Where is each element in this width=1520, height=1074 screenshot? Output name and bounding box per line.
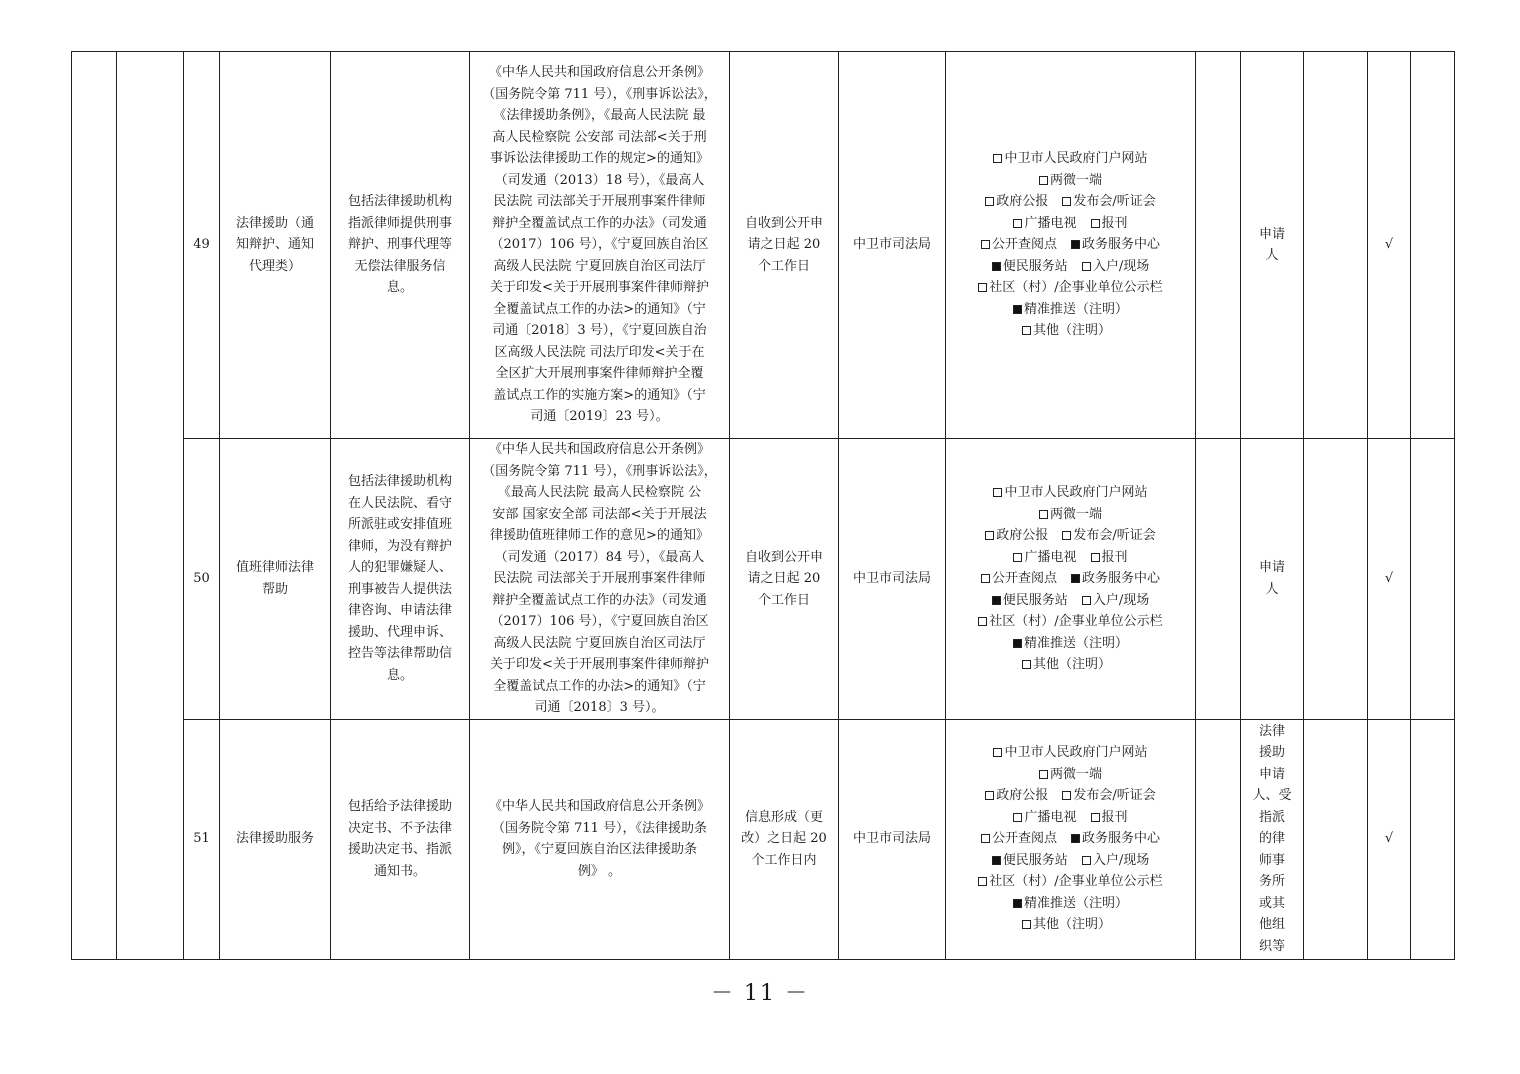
text-line: 控告等法律帮助信 xyxy=(347,646,452,662)
channel-label: 报刊 xyxy=(1101,215,1128,231)
channel-label: 公开查阅点 xyxy=(991,571,1057,586)
text-line: 请之日起 20 xyxy=(747,237,821,253)
channel-label: 其他（注明） xyxy=(1032,323,1111,339)
text-line: 《法律援助条例》，《最高人民法院 最 xyxy=(493,108,706,124)
check-mark: √ xyxy=(1368,52,1411,439)
unchecked-box-icon xyxy=(985,791,994,800)
channel-label: 中卫市人民政府门户网站 xyxy=(1004,151,1148,167)
blank-cell xyxy=(1196,52,1241,439)
checked-box-icon xyxy=(992,262,1001,271)
channel-line xyxy=(949,299,1192,321)
channel-line xyxy=(949,764,1192,786)
checked-box-icon xyxy=(1071,574,1080,583)
channel-line xyxy=(949,633,1192,655)
channel-label: 中卫市人民政府门户网站 xyxy=(1004,745,1148,761)
unchecked-box-icon xyxy=(981,574,990,583)
text-line: 决定书、不予法律 xyxy=(347,820,452,836)
agency-cell: 中卫市司法局 xyxy=(839,719,946,959)
text-line: 关于印发<关于开展刑事案件律师辩护 xyxy=(490,280,709,296)
unchecked-box-icon xyxy=(985,531,994,540)
text-line: 法律援助（通 xyxy=(235,215,314,231)
text-line: 他组 xyxy=(1258,917,1285,933)
text-line: 包括法律援助机构 xyxy=(347,474,452,490)
channel-line xyxy=(949,871,1192,893)
table-row xyxy=(72,52,1455,439)
text-line: （国务院令第 711 号），《刑事诉讼法》， xyxy=(482,463,717,479)
channel-label: 政务服务中心 xyxy=(1082,237,1161,253)
agency-cell: 中卫市司法局 xyxy=(839,52,946,439)
channels-cell xyxy=(946,719,1196,959)
text-line: （2017）106 号），《宁夏回族自治区 xyxy=(490,614,709,629)
content-cell xyxy=(331,439,470,720)
channel-label: 便民服务站 xyxy=(1002,258,1068,274)
blank-cell xyxy=(1304,719,1368,959)
text-line: 知辩护、通知 xyxy=(235,237,314,253)
channel-line xyxy=(949,170,1192,192)
channel-label: 社区（村）/企事业单位公示栏 xyxy=(989,874,1163,890)
unchecked-box-icon xyxy=(1062,531,1071,540)
text-line: 司通〔2018〕3 号），《宁夏回族自治 xyxy=(492,323,707,339)
text-line: 的律 xyxy=(1258,831,1285,847)
channel-label: 报刊 xyxy=(1101,809,1128,825)
unchecked-box-icon xyxy=(1082,262,1091,271)
text-line: 个工作日内 xyxy=(751,852,817,868)
unchecked-box-icon xyxy=(1039,176,1048,185)
text-line: 帮助 xyxy=(261,581,288,597)
unchecked-box-icon xyxy=(1082,596,1091,605)
channel-label: 社区（村）/企事业单位公示栏 xyxy=(989,280,1163,296)
text-line: 例》，《宁夏回族自治区法律援助条 xyxy=(501,842,697,857)
channel-line xyxy=(946,654,1193,676)
text-line: 指派律师提供刑事 xyxy=(347,215,452,231)
channel-line xyxy=(949,191,1192,213)
text-line: 法律援助服务 xyxy=(235,831,314,847)
unchecked-box-icon xyxy=(1022,920,1031,929)
text-line: 《最高人民法院 最高人民检察院 公 xyxy=(497,485,702,500)
text-line: 《中华人民共和国政府信息公开条例》 xyxy=(488,799,710,814)
checked-box-icon xyxy=(1013,305,1022,314)
blank-cell xyxy=(1196,719,1241,959)
text-line: （司发通（2017）84 号），《最高人 xyxy=(494,549,705,565)
text-line: 民法院 司法部关于开展刑事案件律师 xyxy=(493,571,706,586)
channel-label: 精准推送（注明） xyxy=(1023,635,1128,651)
unchecked-box-icon xyxy=(1013,553,1022,562)
channel-line xyxy=(949,547,1192,569)
channel-line xyxy=(949,850,1192,872)
item-cell xyxy=(220,719,331,959)
unchecked-box-icon xyxy=(993,488,1002,497)
text-line: 包括给予法律援助 xyxy=(347,799,452,814)
category-cell xyxy=(72,52,117,960)
text-line: 高级人民法院 宁夏回族自治区司法厅 xyxy=(493,258,706,274)
checked-box-icon xyxy=(1013,899,1022,908)
channel-label: 入户/现场 xyxy=(1092,592,1150,608)
subject-cell xyxy=(1241,439,1304,720)
text-line: 所派驻或安排值班 xyxy=(347,517,452,533)
channel-label: 社区（村）/企事业单位公示栏 xyxy=(989,614,1163,629)
channel-line xyxy=(949,590,1192,612)
text-line: 盖试点工作的实施方案>的通知》（宁 xyxy=(493,387,706,403)
channel-label: 精准推送（注明） xyxy=(1023,301,1128,317)
channel-line xyxy=(949,148,1192,170)
seq-cell: 50 xyxy=(184,439,220,720)
check-mark: √ xyxy=(1368,439,1411,720)
channel-line xyxy=(949,482,1192,504)
text-line: 安部 国家安全部 司法部<关于开展法 xyxy=(492,506,707,522)
disclosure-table xyxy=(71,51,1455,960)
checked-box-icon xyxy=(992,856,1001,865)
subcategory-cell xyxy=(117,52,184,960)
text-line: 代理类） xyxy=(248,258,301,274)
unchecked-box-icon xyxy=(1022,326,1031,335)
text-line: 辩护全覆盖试点工作的办法》（司发通 xyxy=(492,215,707,231)
channel-label: 入户/现场 xyxy=(1092,258,1150,274)
channel-line xyxy=(946,320,1193,342)
channel-line xyxy=(949,277,1192,299)
channel-line xyxy=(949,828,1192,850)
seq-cell: 49 xyxy=(184,52,220,439)
text-line: 师事 xyxy=(1258,852,1285,868)
page-number: － 11 － xyxy=(711,981,809,1006)
channel-label: 精准推送（注明） xyxy=(1023,895,1128,911)
text-line: 申请 xyxy=(1258,766,1285,782)
basis-cell xyxy=(470,52,730,439)
unchecked-box-icon xyxy=(1091,553,1100,562)
text-line: 人、受 xyxy=(1252,788,1292,804)
channel-line xyxy=(949,256,1192,278)
text-line: 在人民法院、看守 xyxy=(347,495,452,511)
channel-label: 其他（注明） xyxy=(1032,917,1111,933)
text-line: 息。 xyxy=(386,280,413,296)
blank-cell xyxy=(1411,439,1455,720)
time-limit-cell xyxy=(730,52,839,439)
text-line: 辩护、刑事代理等 xyxy=(347,237,452,253)
channel-label: 广播电视 xyxy=(1024,549,1077,565)
table-row xyxy=(72,719,1455,959)
content-cell xyxy=(331,52,470,439)
checked-box-icon xyxy=(1013,639,1022,648)
channel-label: 其他（注明） xyxy=(1032,657,1111,672)
channel-label: 两微一端 xyxy=(1049,766,1102,782)
text-line: 请之日起 20 xyxy=(747,571,821,586)
blank-cell xyxy=(1411,52,1455,439)
unchecked-box-icon xyxy=(1082,856,1091,865)
text-line: 或其 xyxy=(1258,895,1285,911)
unchecked-box-icon xyxy=(1062,197,1071,206)
text-line: 全区扩大开展刑事案件律师辩护全覆 xyxy=(495,366,704,382)
text-line: 援助决定书、指派 xyxy=(347,842,452,857)
text-line: 刑事被告人提供法 xyxy=(347,581,452,597)
text-line: 《中华人民共和国政府信息公开条例》 xyxy=(488,65,710,81)
text-line: 《中华人民共和国政府信息公开条例》 xyxy=(488,442,710,457)
unchecked-box-icon xyxy=(1091,813,1100,822)
check-mark: √ xyxy=(1368,719,1411,959)
subject-cell xyxy=(1241,52,1304,439)
text-line: 援助 xyxy=(1258,745,1285,761)
text-line: 全覆盖试点工作的办法>的通知》（宁 xyxy=(493,678,706,694)
channel-label: 便民服务站 xyxy=(1002,852,1068,868)
channel-line xyxy=(949,785,1192,807)
channel-label: 政府公报 xyxy=(996,788,1049,804)
content-cell xyxy=(331,719,470,959)
channel-label: 发布会/听证会 xyxy=(1073,194,1156,210)
text-line: （司发通（2013）18 号），《最高人 xyxy=(494,172,705,188)
channel-label: 便民服务站 xyxy=(1002,592,1068,608)
channel-label: 入户/现场 xyxy=(1092,852,1150,868)
text-line: 包括法律援助机构 xyxy=(347,194,452,210)
text-line: 全覆盖试点工作的办法>的通知》（宁 xyxy=(493,301,706,317)
unchecked-box-icon xyxy=(993,748,1002,757)
subject-cell xyxy=(1241,719,1304,959)
text-line: 个工作日 xyxy=(757,592,810,608)
text-line: 织等 xyxy=(1258,938,1285,954)
channel-label: 中卫市人民政府门户网站 xyxy=(1004,485,1148,500)
unchecked-box-icon xyxy=(978,617,987,626)
text-line: 申请 xyxy=(1258,560,1285,576)
agency-cell: 中卫市司法局 xyxy=(839,439,946,720)
text-line: （2017）106 号），《宁夏回族自治区 xyxy=(490,237,709,253)
channels-cell xyxy=(946,439,1196,720)
channel-label: 政府公报 xyxy=(996,528,1049,543)
channel-line xyxy=(949,234,1192,256)
channel-label: 广播电视 xyxy=(1024,215,1077,231)
text-line: 区高级人民法院 司法厅印发<关于在 xyxy=(494,344,705,360)
text-line: 法律 xyxy=(1258,723,1285,739)
time-limit-cell xyxy=(730,719,839,959)
text-line: 自收到公开申 xyxy=(744,549,823,565)
text-line: 律师，为没有辩护 xyxy=(347,538,452,554)
text-line: 司通〔2018〕3 号）。 xyxy=(534,700,665,715)
text-line: 事诉讼法律援助工作的规定>的通知》 xyxy=(490,151,709,167)
text-line: 值班律师法律 xyxy=(235,560,314,576)
unchecked-box-icon xyxy=(1022,660,1031,669)
text-line: 高人民检察院 公安部 司法部<关于刑 xyxy=(492,129,707,145)
checked-box-icon xyxy=(1071,834,1080,843)
channel-label: 报刊 xyxy=(1101,549,1128,565)
channel-line xyxy=(949,568,1192,590)
unchecked-box-icon xyxy=(978,877,987,886)
text-line: 辩护全覆盖试点工作的办法》（司发通 xyxy=(492,592,707,608)
text-line: 人的犯罪嫌疑人、 xyxy=(347,560,452,576)
text-line: 律援助值班律师工作的意见>的通知》 xyxy=(490,528,709,543)
text-line: 务所 xyxy=(1258,874,1285,890)
unchecked-box-icon xyxy=(1039,510,1048,519)
blank-cell xyxy=(1411,719,1455,959)
channel-label: 政务服务中心 xyxy=(1082,571,1161,586)
text-line: （国务院令第 711 号），《刑事诉讼法》， xyxy=(482,86,717,102)
channel-label: 发布会/听证会 xyxy=(1073,528,1156,543)
text-line: 人 xyxy=(1265,248,1279,263)
text-line: 指派 xyxy=(1258,809,1285,825)
channel-line xyxy=(949,611,1192,633)
text-line: 例》 。 xyxy=(577,863,622,879)
channel-label: 广播电视 xyxy=(1024,809,1077,825)
blank-cell xyxy=(1304,52,1368,439)
blank-cell xyxy=(1304,439,1368,720)
text-line: 律咨询、申请法律 xyxy=(347,603,452,619)
text-line: （国务院令第 711 号），《法律援助条 xyxy=(491,820,708,836)
unchecked-box-icon xyxy=(981,834,990,843)
channel-label: 两微一端 xyxy=(1049,172,1102,188)
text-line: 援助、代理申诉、 xyxy=(347,624,452,640)
channel-label: 政务服务中心 xyxy=(1082,831,1161,847)
time-limit-cell xyxy=(730,439,839,720)
basis-cell xyxy=(470,719,730,959)
basis-cell xyxy=(470,439,730,720)
item-cell xyxy=(220,52,331,439)
blank-cell xyxy=(1196,439,1241,720)
text-line: 司通〔2019〕23 号）。 xyxy=(530,409,669,425)
channel-line xyxy=(949,213,1192,235)
channel-line xyxy=(949,893,1192,915)
unchecked-box-icon xyxy=(981,240,990,249)
channel-line xyxy=(949,504,1192,526)
unchecked-box-icon xyxy=(985,197,994,206)
text-line: 息。 xyxy=(386,667,413,683)
checked-box-icon xyxy=(992,596,1001,605)
channel-label: 政府公报 xyxy=(996,194,1049,210)
channel-line xyxy=(949,525,1192,547)
text-line: 民法院 司法部关于开展刑事案件律师 xyxy=(493,194,706,210)
channel-label: 发布会/听证会 xyxy=(1073,788,1156,804)
unchecked-box-icon xyxy=(993,154,1002,163)
seq-cell: 51 xyxy=(184,719,220,959)
unchecked-box-icon xyxy=(1039,770,1048,779)
item-cell xyxy=(220,439,331,720)
channel-label: 两微一端 xyxy=(1049,506,1102,522)
text-line: 自收到公开申 xyxy=(744,215,823,231)
table-row xyxy=(72,439,1455,720)
channels-cell xyxy=(946,52,1196,439)
checked-box-icon xyxy=(1071,240,1080,249)
channel-line xyxy=(949,742,1192,764)
unchecked-box-icon xyxy=(1091,219,1100,228)
unchecked-box-icon xyxy=(1062,791,1071,800)
text-line: 关于印发<关于开展刑事案件律师辩护 xyxy=(490,657,709,672)
text-line: 人 xyxy=(1265,581,1279,597)
text-line: 申请 xyxy=(1258,226,1285,242)
unchecked-box-icon xyxy=(1013,219,1022,228)
text-line: 信息形成（更 xyxy=(744,809,823,825)
channel-line xyxy=(946,914,1193,936)
channel-line xyxy=(949,807,1192,829)
text-line: 高级人民法院 宁夏回族自治区司法厅 xyxy=(493,635,706,651)
unchecked-box-icon xyxy=(1013,813,1022,822)
channel-label: 公开查阅点 xyxy=(991,237,1057,253)
text-line: 改）之日起 20 xyxy=(741,831,827,847)
text-line: 个工作日 xyxy=(757,258,810,274)
unchecked-box-icon xyxy=(978,283,987,292)
text-line: 通知书。 xyxy=(373,863,426,879)
channel-label: 公开查阅点 xyxy=(991,831,1057,847)
text-line: 无偿法律服务信 xyxy=(354,258,446,274)
